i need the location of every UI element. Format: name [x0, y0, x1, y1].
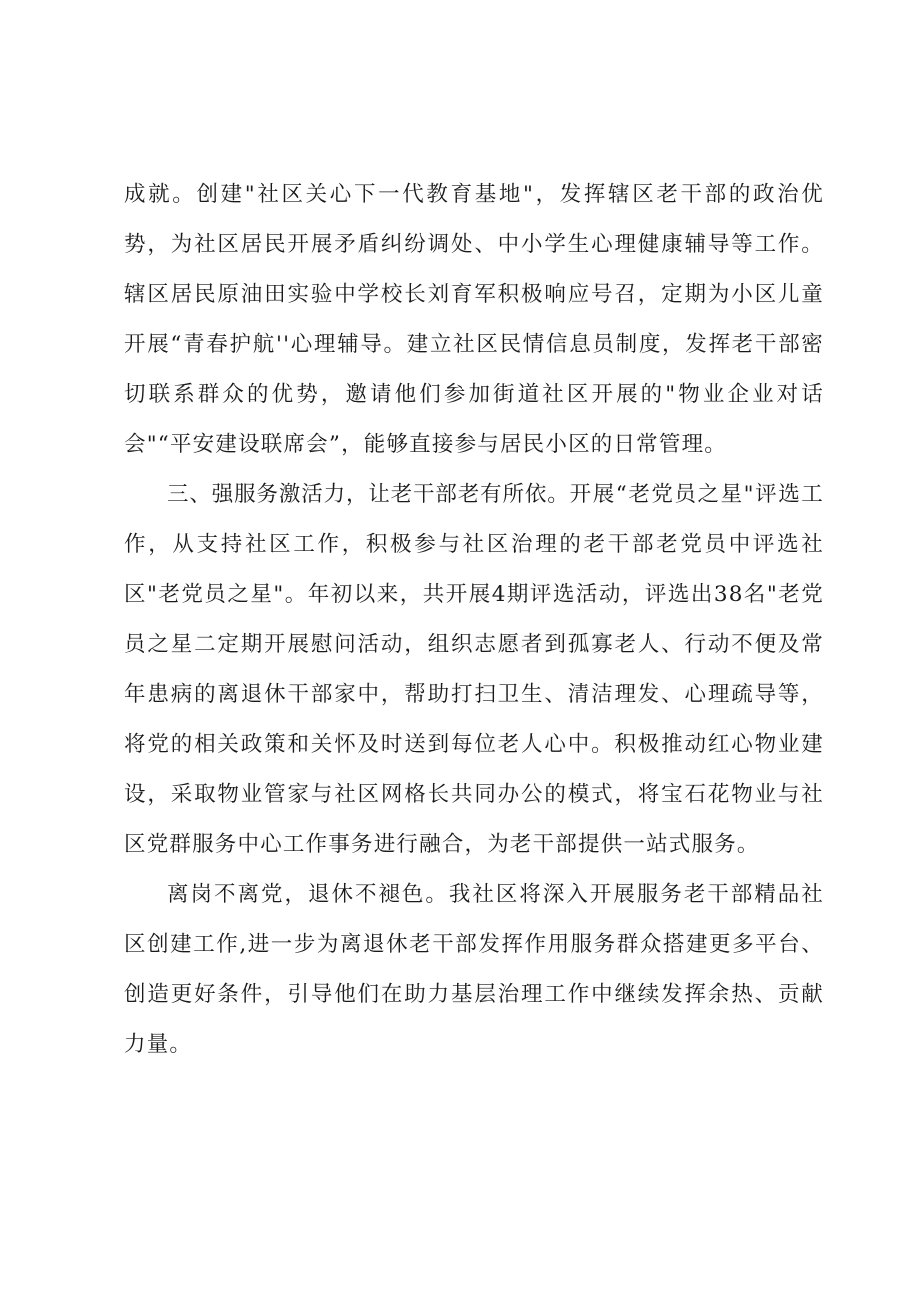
document-body — [124, 170, 824, 1070]
paragraph-3: 离岗不离党，退休不褪色。我社区将深入开展服务老干部精品社区创建工作,进一步为离退休老干部发挥作用服务群众搭建更多平台、创造更好条件，引导他们在助力基层治理工作中继续发挥余热、贡献力量。 — [124, 882, 824, 1057]
paragraph-1: 成就。创建"社区关心下一代教育基地"，发挥辖区老干部的政治优势，为社区居民开展矛盾纠纷调处、中小学生心理健康辅导等工作。辖区居民原油田实验中学校长刘育军积极响应号召，定期为小区儿童开展“青春护航''心理辅导。建立社区民情信息员制度，发挥老干部密切联系群众的优势，邀请他们参加街道社区开展的"物业企业对话会"“平安建设联席会”，能够直接参与居民小区的日常管理。 — [124, 182, 824, 457]
paragraph-2-body: 开展“老党员之星"评选工作，从支持社区工作，积极参与社区治理的老干部老党员中评选社区"老党员之星"。年初以来，共开展4期评选活动，评选出38名"老党员之星二定期开展慰问活动，组织志愿者到孤寡老人、行动不便及常年患病的离退休干部家中，帮助打扫卫生、清洁理发、心理疏导等，将党的相关政策和关怀及时送到每位老人心中。积极推动红心物业建设，采取物业管家与社区网格长共同办公的模式，将宝石花物业与社区党群服务中心工作事务进行融合，为老干部提供一站式服务。 — [124, 482, 824, 857]
paragraph-2 — [124, 470, 824, 870]
section-heading: 三、强服务激活力，让老干部老有所依。 — [167, 482, 570, 507]
